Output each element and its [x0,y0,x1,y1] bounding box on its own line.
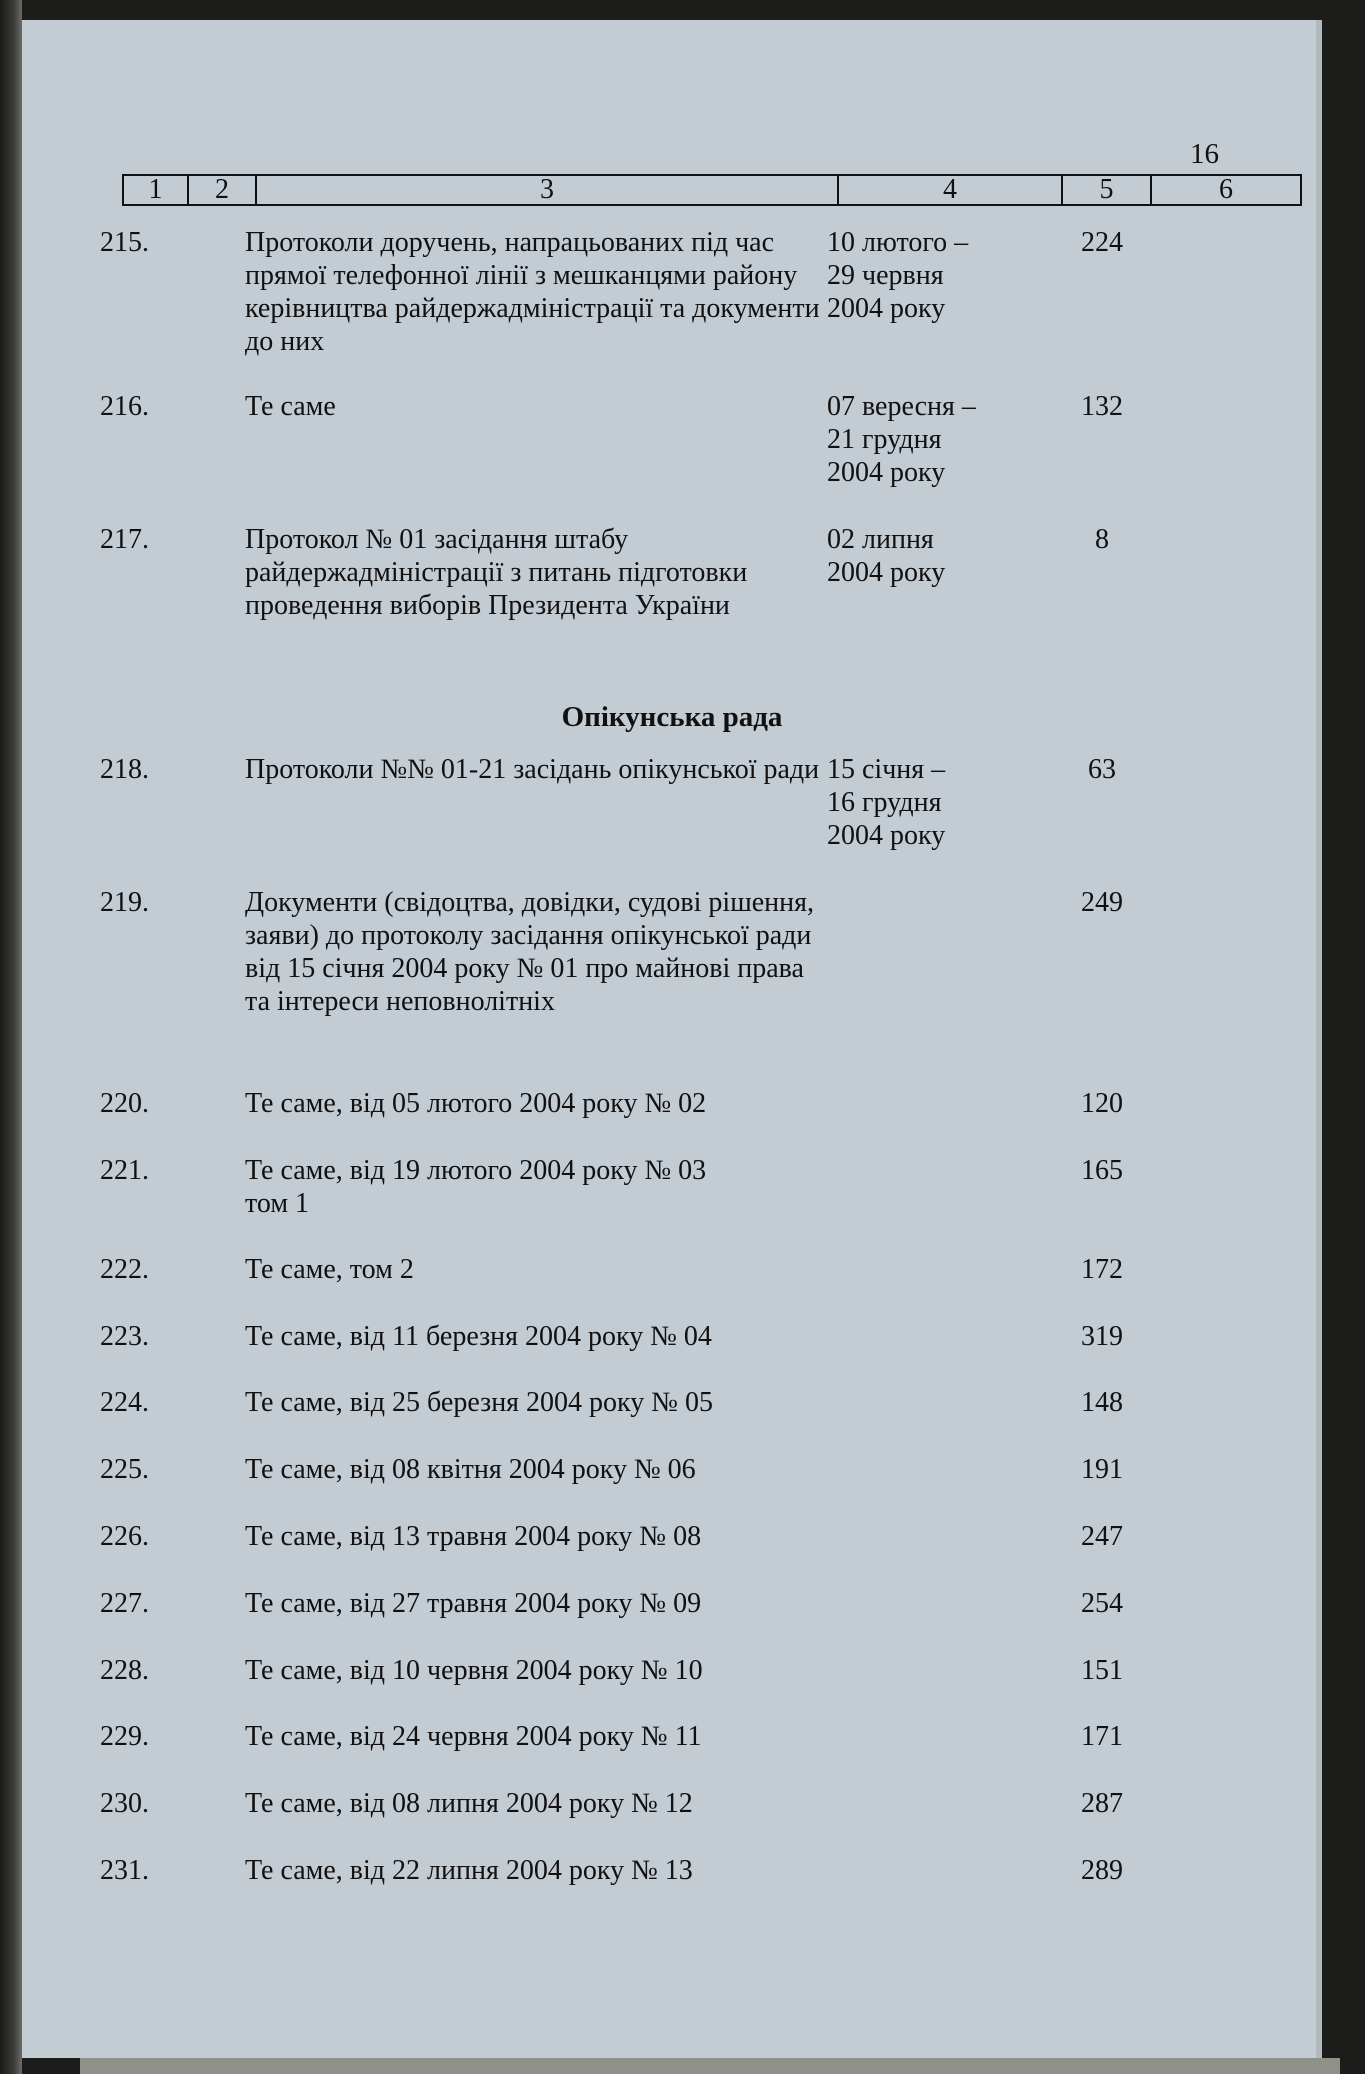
row-title: Те саме [245,391,336,422]
row-title: Те саме, від 05 лютого 2004 року № 02 [245,1088,707,1119]
row-title: Те саме, від 19 лютого 2004 року № 03 том 1 [245,1155,707,1219]
row-number: 220. [100,1088,149,1119]
row-date: 07 вересня – 21 грудня 2004 року [827,391,976,488]
row-number: 216. [100,391,149,422]
row-sheet-count: 172 [1081,1254,1123,1285]
row-number: 217. [100,524,149,555]
row-title: Документи (свідоцтва, довідки, судові рішення, заяви) до протоколу засідання опікунської ради від 15 січня 2004 року № 01 про майнові права та інтереси неповнолітніх [245,887,815,1017]
row-sheet-count: 8 [1095,524,1109,555]
row-sheet-count: 151 [1081,1655,1123,1686]
row-number: 224. [100,1387,149,1418]
row-sheet-count: 247 [1081,1521,1123,1552]
row-title: Те саме, том 2 [245,1254,414,1285]
row-sheet-count: 148 [1081,1387,1123,1418]
row-title: Те саме, від 24 червня 2004 року № 11 [245,1721,702,1752]
row-number: 230. [100,1788,149,1819]
row-date: 02 липня 2004 року [827,524,946,588]
row-number: 219. [100,887,149,918]
header-col-6: 6 [1219,174,1233,205]
row-number: 225. [100,1454,149,1485]
row-title: Протоколи №№ 01-21 засідань опікунської ради [245,754,820,785]
row-title: Те саме, від 25 березня 2004 року № 05 [245,1387,713,1418]
header-col-1: 1 [124,176,189,204]
row-sheet-count: 249 [1081,887,1123,918]
row-title: Те саме, від 11 березня 2004 року № 04 [245,1321,712,1352]
row-sheet-count: 254 [1081,1588,1123,1619]
row-title: Протоколи доручень, напрацьованих під час прямої телефонної лінії з мешканцями району керівництва райдержадміністрації та документи до них [245,227,820,357]
row-number: 226. [100,1521,149,1552]
header-col-2: 2 [189,176,257,204]
row-title: Те саме, від 22 липня 2004 року № 13 [245,1855,693,1886]
row-number: 228. [100,1655,149,1686]
row-sheet-count: 289 [1081,1855,1123,1886]
section-heading: Опікунська рада [561,701,783,733]
row-sheet-count: 132 [1081,391,1123,422]
row-sheet-count: 120 [1081,1088,1123,1119]
row-date: 10 лютого – 29 червня 2004 року [827,227,969,324]
row-sheet-count: 63 [1088,754,1116,785]
page-number: 16 [1190,138,1219,170]
row-number: 222. [100,1254,149,1285]
row-title: Те саме, від 10 червня 2004 року № 10 [245,1655,703,1686]
row-title: Те саме, від 08 квітня 2004 року № 06 [245,1454,696,1485]
row-sheet-count: 224 [1081,227,1123,258]
header-col-4: 4 [839,176,1063,204]
row-number: 218. [100,754,149,785]
row-sheet-count: 319 [1081,1321,1123,1352]
page-edge [0,0,22,2074]
row-number: 223. [100,1321,149,1352]
row-title: Протокол № 01 засідання штабу райдержадміністрації з питань підготовки проведення виборів Президента України [245,524,748,621]
document-page [22,20,1322,2058]
header-col-5: 5 [1063,176,1152,204]
row-number: 229. [100,1721,149,1752]
row-sheet-count: 171 [1081,1721,1123,1752]
row-number: 221. [100,1155,149,1186]
table-header [122,174,1302,206]
row-title: Те саме, від 27 травня 2004 року № 09 [245,1588,702,1619]
row-number: 215. [100,227,149,258]
row-date: 15 січня – 16 грудня 2004 року [827,754,946,851]
row-title: Те саме, від 13 травня 2004 року № 08 [245,1521,702,1552]
row-sheet-count: 287 [1081,1788,1123,1819]
row-title: Те саме, від 08 липня 2004 року № 12 [245,1788,693,1819]
row-sheet-count: 165 [1081,1155,1123,1186]
header-col-3: 3 [257,176,839,204]
scan-bottom-edge [80,2058,1340,2074]
row-number: 231. [100,1855,149,1886]
row-number: 227. [100,1588,149,1619]
row-sheet-count: 191 [1081,1454,1123,1485]
